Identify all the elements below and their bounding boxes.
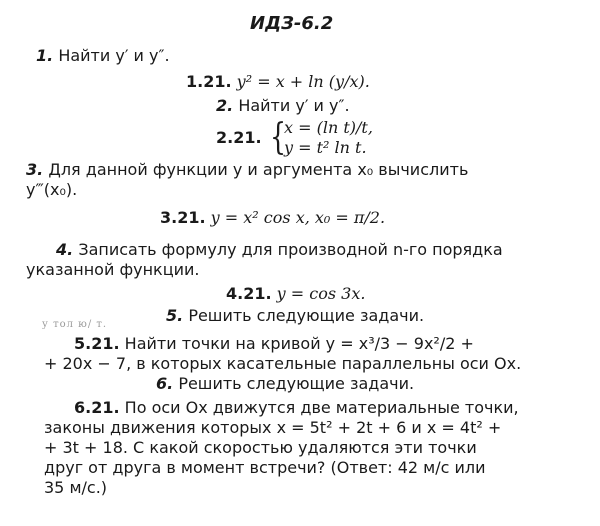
problem-6-21-text-line-4: друг от друга в момент встречи? (Ответ: 42 м/с или: [44, 458, 486, 477]
section-3-heading-line-1: [26, 160, 468, 180]
problem-4-21-number: 4.21.: [226, 284, 272, 303]
problem-6-21-text-line-3: + 3t + 18. С какой скоростью удаляются эти точки: [44, 438, 477, 457]
section-2-heading: [216, 96, 350, 116]
problem-4-21-formula: y = cos 3x.: [276, 284, 366, 303]
section-6-heading: [156, 374, 414, 394]
problem-6-21-text-line-1: По оси Ox движутся две материальные точки,: [124, 398, 519, 417]
faint-show-through-text: у тол ю/ т.: [42, 319, 108, 330]
section-1-number: 1.: [36, 46, 54, 65]
problem-5-21-line-1: [74, 334, 474, 354]
section-3-number: 3.: [26, 160, 44, 179]
problem-1-21-formula: y² = x + ln (y/x).: [236, 72, 370, 91]
problem-5-21-text-line-1: Найти точки на кривой y = x³/3 − 9x²/2 +: [124, 334, 474, 353]
section-1-text: Найти y′ и y″.: [58, 46, 170, 65]
problem-3-21-number: 3.21.: [160, 208, 206, 227]
problem-6-21-text-line-2: законы движения которых x = 5t² + 2t + 6 и x = 4t² +: [44, 418, 502, 437]
document-title: ИДЗ-6.2: [250, 13, 334, 34]
problem-3-21: [160, 208, 385, 228]
section-6-number: 6.: [156, 374, 174, 393]
problem-1-21-number: 1.21.: [186, 72, 232, 91]
section-1-heading: [36, 46, 170, 66]
section-5-number: 5.: [166, 306, 184, 325]
problem-6-21-line-1: [74, 398, 519, 418]
section-4-text-line-1: Записать формулу для производной n-го порядка: [78, 240, 503, 259]
system-line-1: x = (ln t)/t,: [284, 118, 373, 137]
problem-6-21-text-line-5: 35 м/с.): [44, 478, 108, 497]
section-2-text: Найти y′ и y″.: [238, 96, 350, 115]
section-4-text-line-2: указанной функции.: [26, 260, 200, 279]
system-brace: {: [270, 117, 287, 158]
section-4-heading-line-1: [56, 240, 503, 260]
section-5-heading: [166, 306, 424, 326]
problem-3-21-formula: y = x² cos x, x₀ = π/2.: [210, 208, 386, 227]
section-3-text-line-1: Для данной функции y и аргумента x₀ вычислить: [48, 160, 469, 179]
section-3-text-line-2: y‴(x₀).: [26, 180, 78, 199]
system-line-2: y = t² ln t.: [284, 138, 367, 157]
section-6-text: Решить следующие задачи.: [178, 374, 415, 393]
problem-2-21-number-wrap: [216, 128, 262, 148]
problem-2-21-system: [270, 118, 410, 158]
problem-4-21: [226, 284, 365, 304]
problem-6-21-number: 6.21.: [74, 398, 120, 417]
problem-5-21-text-line-2: + 20x − 7, в которых касательные параллельны оси Ox.: [44, 354, 522, 373]
problem-1-21: [186, 72, 370, 92]
section-5-text: Решить следующие задачи.: [188, 306, 425, 325]
problem-5-21-number: 5.21.: [74, 334, 120, 353]
section-4-number: 4.: [56, 240, 74, 259]
section-2-number: 2.: [216, 96, 234, 115]
problem-2-21-number: 2.21.: [216, 128, 262, 147]
